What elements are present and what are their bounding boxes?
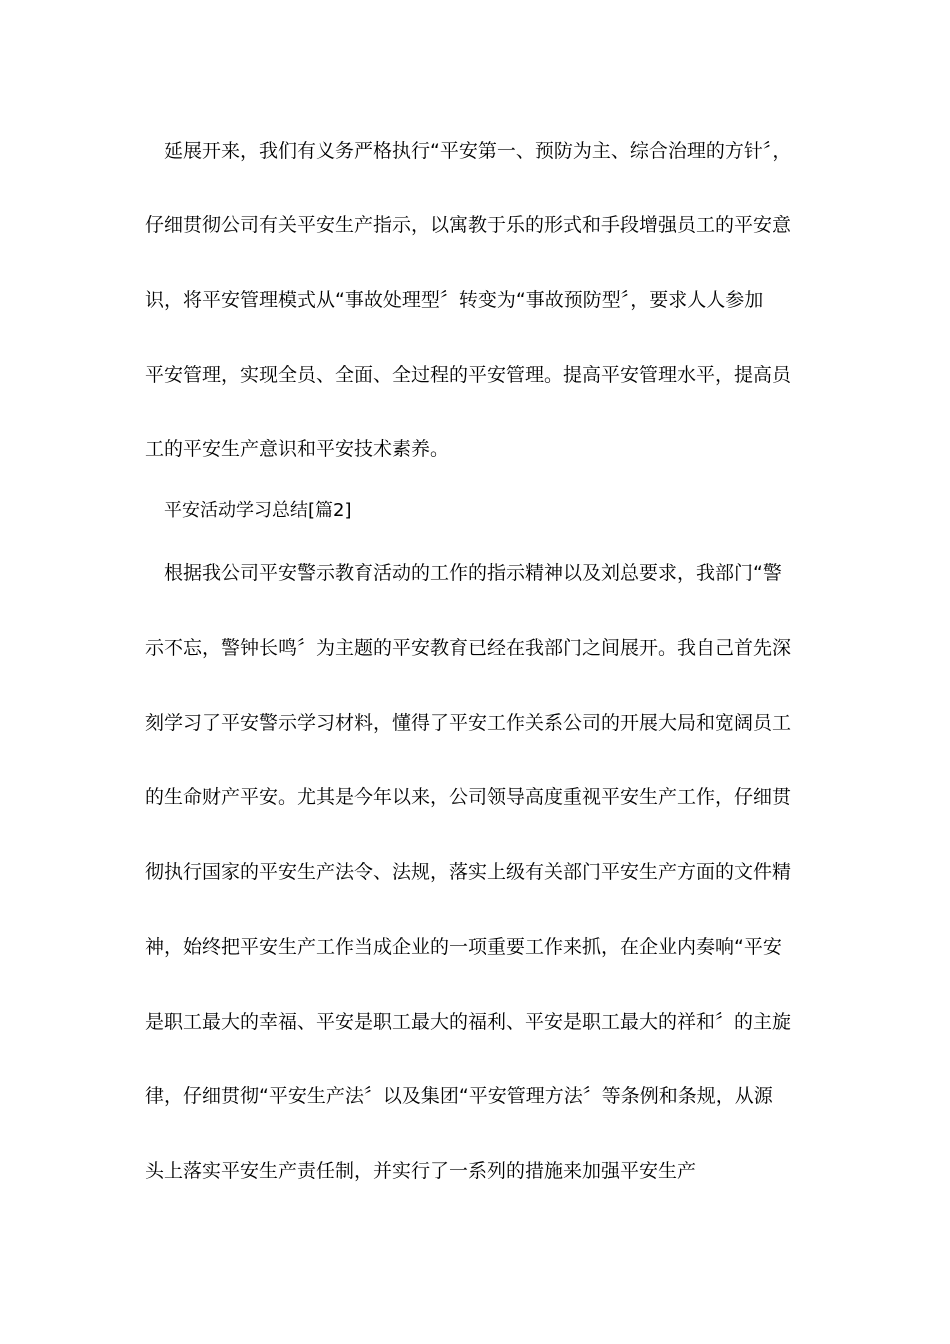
paragraph-2-line-3: 刻学习了平安警示学习材料，懂得了平安工作关系公司的开展大局和宽阔员工 xyxy=(145,712,792,734)
paragraph-2-line-9: 头上落实平安生产责任制，并实行了一系列的措施来加强平安生产 xyxy=(145,1160,697,1182)
paragraph-1-line-2: 仔细贯彻公司有关平安生产指示，以寓教于乐的形式和手段增强员工的平安意 xyxy=(145,214,792,236)
paragraph-2-line-4: 的生命财产平安。尤其是今年以来，公司领导高度重视平安生产工作，仔细贯 xyxy=(145,786,792,808)
paragraph-1-line-1: 延展开来，我们有义务严格执行“平安第一、预防为主、综合治理的方针〞， xyxy=(164,140,792,162)
paragraph-2-line-5: 彻执行国家的平安生产法令、法规，落实上级有关部门平安生产方面的文件精 xyxy=(145,861,792,883)
paragraph-2-line-6: 神，始终把平安生产工作当成企业的一项重要工作来抓，在企业内奏响“平安 xyxy=(145,936,782,958)
paragraph-1-line-5: 工的平安生产意识和平安技术素养。 xyxy=(145,438,450,460)
paragraph-2-line-7: 是职工最大的幸福、平安是职工最大的福利、平安是职工最大的祥和〞的主旋 xyxy=(145,1011,792,1033)
paragraph-2-line-8: 律，仔细贯彻“平安生产法〞以及集团“平安管理方法〞等条例和条规，从源 xyxy=(145,1085,773,1107)
paragraph-2-line-2: 示不忘，警钟长鸣〞为主题的平安教育已经在我部门之间展开。我自己首先深 xyxy=(145,637,792,659)
paragraph-1-line-3: 识，将平安管理模式从“事故处理型〞转变为“事故预防型〞，要求人人参加 xyxy=(145,289,764,311)
section-heading: 平安活动学习总结[篇2] xyxy=(164,500,352,521)
paragraph-2-line-1: 根据我公司平安警示教育活动的工作的指示精神以及刘总要求，我部门“警 xyxy=(164,562,782,584)
paragraph-1-line-4: 平安管理，实现全员、全面、全过程的平安管理。提高平安管理水平，提高员 xyxy=(145,364,792,386)
